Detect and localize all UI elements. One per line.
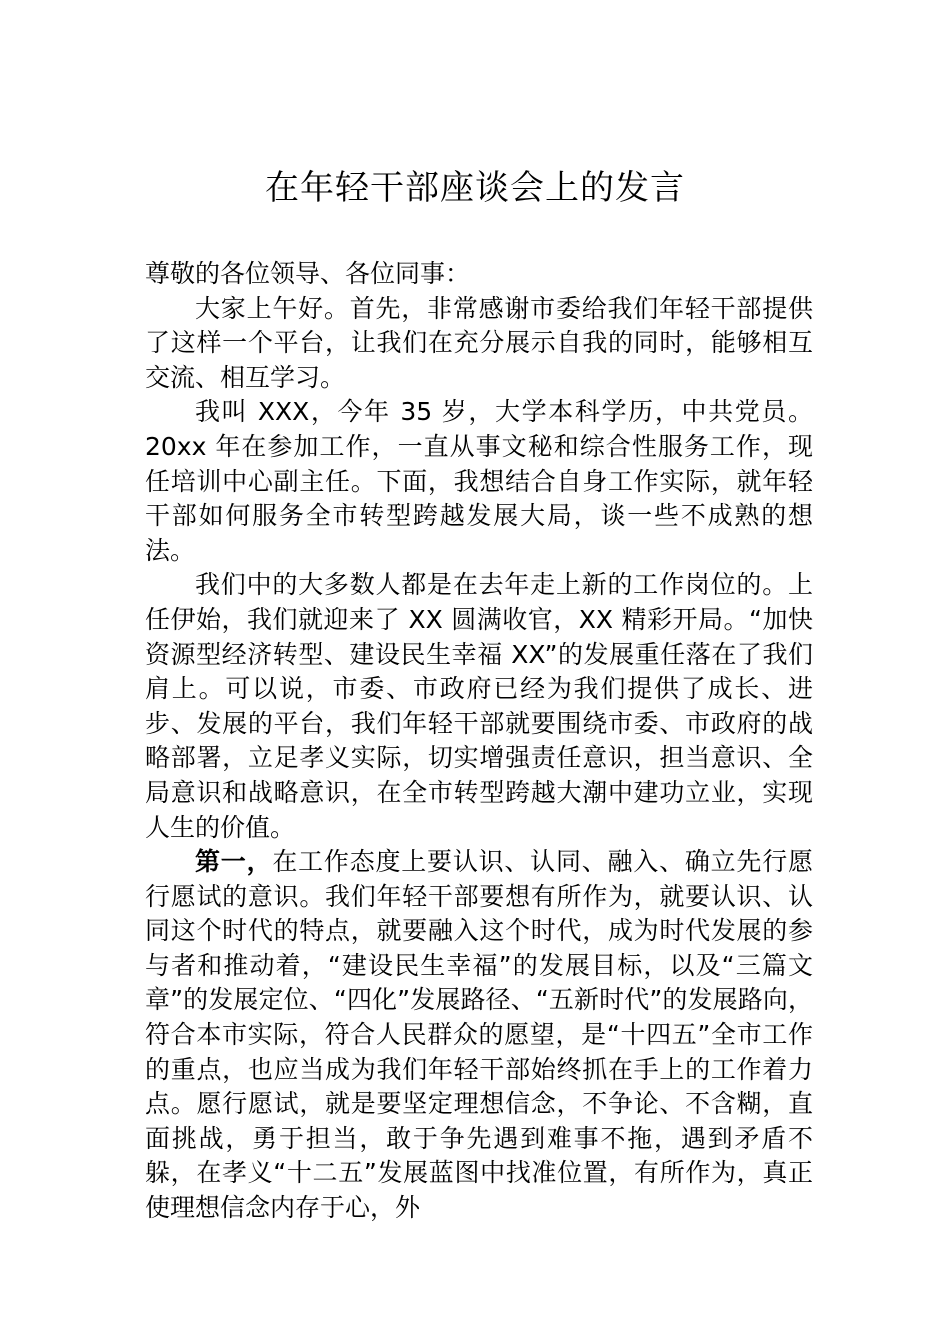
document-title: 在年轻干部座谈会上的发言 [265,168,685,208]
paragraph-self-introduction [145,395,813,568]
paragraph-background [145,568,813,845]
paragraph-lead: 第一， [195,847,273,877]
paragraph-point-one [145,845,813,1226]
document-body [145,257,813,1226]
salutation: 尊敬的各位领导、各位同事： [145,259,471,288]
paragraph-text: 大家上午好。首先，非常感谢市委给我们年轻干部提供了这样一个平台，让我们在充分展示自我的同时，能够相互交流、相互学习。 [145,293,813,392]
paragraph-text: 在工作态度上要认识、认同、融入、确立先行愿行愿试的意识。我们年轻干部要想有所作为，就要认识、认同这个时代的特点，就要融入这个时代，成为时代发展的参与者和推动着，“建设民生幸福”的发展目标，以及“三篇文章”的发展定位、“四化”发展路径、“五新时代”的发展路向，符合本市实际，符合人民群众的愿望，是“十四五”全市工作的重点，也应当成为我们年轻干部始终抓在手上的工作着力点。愿行愿试，就是要坚定理想信念，不争论、不含糊，直面挑战，勇于担当，敢于争先遇到难事不拖，遇到矛盾不躲，在孝义“十二五”发展蓝图中找准位置，有所作为，真正使理想信念内存于心，外 [145,847,813,1223]
paragraph-text: 我叫 XXX，今年 35 岁，大学本科学历，中共党员。20xx 年在参加工作，一直从事文秘和综合性服务工作，现任培训中心副主任。下面，我想结合自身工作实际，就年轻干部如何服务全市转型跨越发展大局，谈一些不成熟的想法。 [145,397,813,565]
paragraph-greeting [145,292,813,396]
paragraph-text: 我们中的大多数人都是在去年走上新的工作岗位的。上任伊始，我们就迎来了 XX 圆满收官，XX 精彩开局。“加快资源型经济转型、建设民生幸福 XX”的发展重任落在了我们肩上。可以说，市委、市政府已经为我们提供了成长、进步、发展的平台，我们年轻干部就要围绕市委、市政府的战略部署，立足孝义实际，切实增强责任意识，担当意识、全局意识和战略意识，在全市转型跨越大潮中建功立业，实现人生的价值。 [145,570,813,842]
